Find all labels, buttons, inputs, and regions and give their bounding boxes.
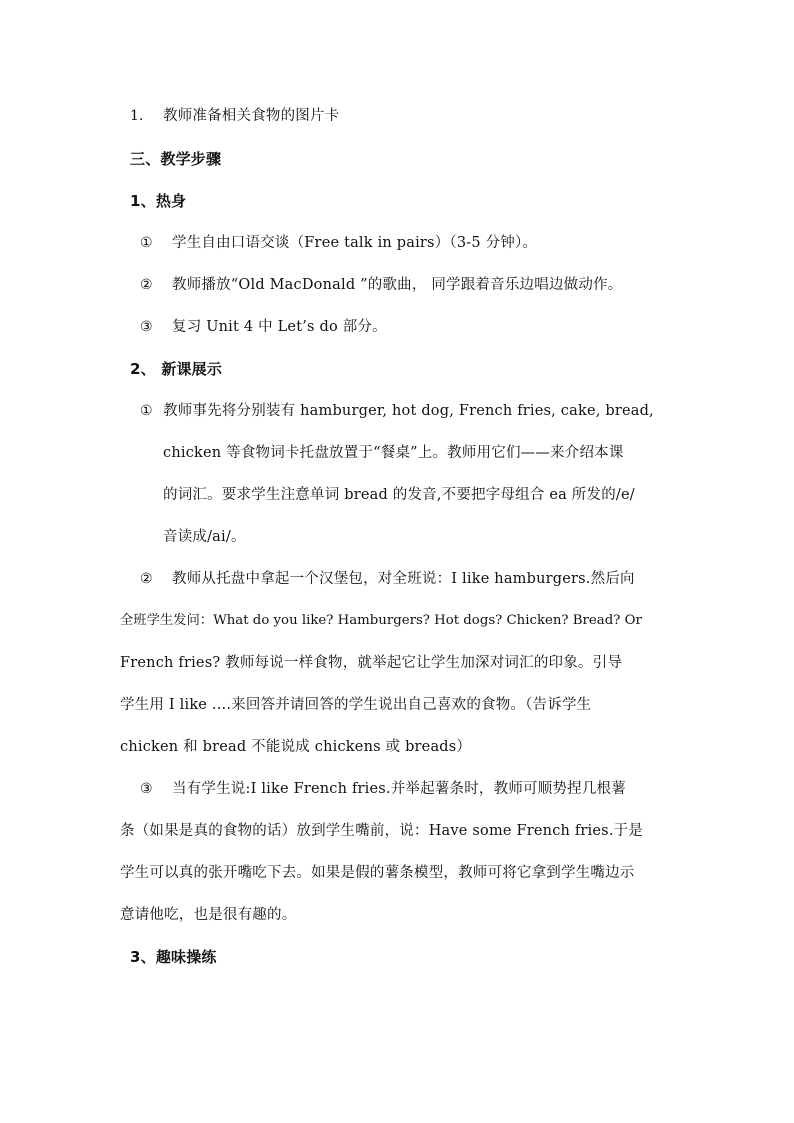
- warmup-item-2-text: 教师播放“Old MacDonald ”的歌曲， 同学跟着音乐边唱边做动作。: [172, 277, 623, 293]
- new-lesson-item-3-line-1: 当有学生说:I like French fries.并举起薯条时，教师可顺势捏几根薯: [172, 781, 626, 797]
- warmup-item-1-text: 学生自由口语交谈（Free talk in pairs）（3-5 分钟）。: [172, 235, 538, 251]
- new-lesson-item-2-line-4: 学生用 I like ....来回答并请回答的学生说出自己喜欢的食物。（告诉学生: [120, 697, 592, 713]
- new-lesson-heading: 2、 新课展示: [130, 360, 223, 378]
- new-lesson-item-2-line-1: 教师从托盘中拿起一个汉堡包，对全班说：I like hamburgers.然后向: [172, 571, 635, 587]
- practice-heading: 3、趣味操练: [130, 948, 217, 966]
- new-lesson-item-1-line-3: 的词汇。要求学生注意单词 bread 的发音,不要把字母组合 ea 所发的/e/: [163, 487, 635, 503]
- new-lesson-item-2-line-2: 全班学生发问：What do you like? Hamburgers? Hot dogs? Chicken? Bread? Or: [120, 613, 642, 628]
- new-lesson-item-2-line-3: French fries? 教师每说一样食物，就举起它让学生加深对词汇的印象。引导: [120, 655, 623, 671]
- new-lesson-item-3-line-4: 意请他吃，也是很有趣的。: [120, 907, 297, 923]
- new-lesson-item-3-line-2: 条（如果是真的食物的话）放到学生嘴前，说：Have some French fries.于是: [120, 823, 644, 839]
- new-lesson-item-1-line-4: 音读成/ai/。: [163, 529, 246, 545]
- prep-number: 1.: [130, 108, 144, 124]
- new-lesson-item-3-marker: ③: [140, 781, 153, 797]
- prep-text: 教师准备相关食物的图片卡: [163, 108, 340, 124]
- warmup-item-3-text: 复习 Unit 4 中 Let’s do 部分。: [172, 319, 387, 335]
- warmup-heading: 1、热身: [130, 192, 187, 210]
- new-lesson-item-2-marker: ②: [140, 571, 153, 587]
- new-lesson-item-1-line-1: 教师事先将分别装有 hamburger, hot dog, French fries, cake, bread,: [163, 403, 654, 419]
- warmup-item-3-marker: ③: [140, 319, 153, 335]
- section-title: 三、教学步骤: [130, 150, 222, 168]
- new-lesson-item-2-line-5: chicken 和 bread 不能说成 chickens 或 breads）: [120, 739, 472, 755]
- new-lesson-item-1-marker: ①: [140, 403, 153, 419]
- warmup-item-2-marker: ②: [140, 277, 153, 293]
- new-lesson-item-3-line-3: 学生可以真的张开嘴吃下去。如果是假的薯条模型，教师可将它拿到学生嘴边示: [120, 865, 635, 881]
- new-lesson-item-1-line-2: chicken 等食物词卡托盘放置于“餐桌”上。教师用它们——来介绍本课: [163, 445, 624, 461]
- warmup-item-1-marker: ①: [140, 235, 153, 251]
